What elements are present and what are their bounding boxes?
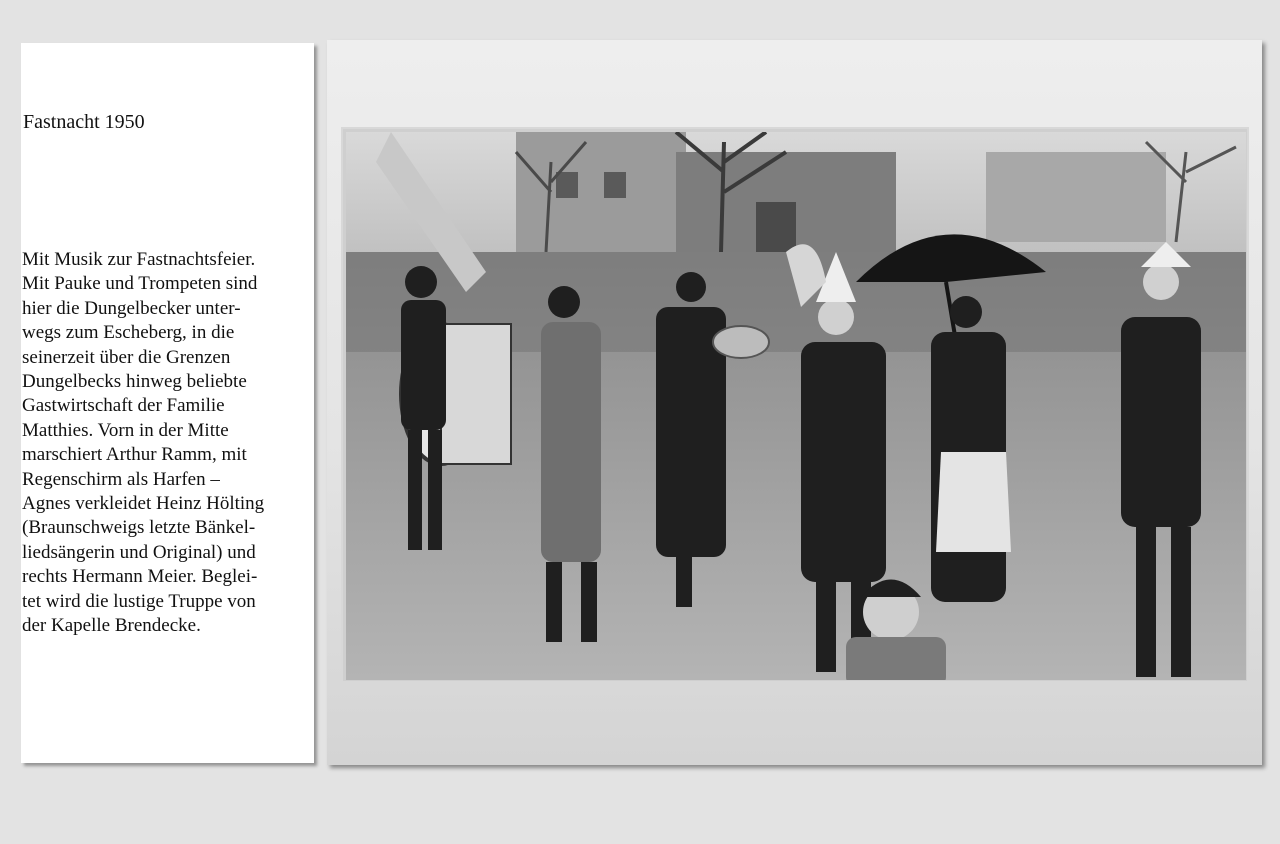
caption-line: Mit Musik zur Fastnachtsfeier. bbox=[22, 249, 256, 270]
caption-line: Agnes verkleidet Heinz Hölting bbox=[22, 493, 265, 515]
caption-line: der Kapelle Brendecke. bbox=[22, 615, 201, 637]
caption-line: Dungelbecks hinweg beliebte bbox=[22, 371, 247, 393]
parade-photo bbox=[346, 132, 1246, 680]
caption-line: wegs zum Escheberg, in die bbox=[22, 322, 235, 344]
caption-line: liedsängerin und Original) und bbox=[22, 541, 256, 563]
caption-line: rechts Hermann Meier. Beglei- bbox=[22, 566, 258, 588]
page-title: Fastnacht 1950 bbox=[23, 111, 145, 133]
photo-panel bbox=[327, 40, 1262, 765]
caption-panel bbox=[21, 43, 314, 763]
caption-line: Mit Pauke und Trompeten sind bbox=[22, 273, 258, 295]
caption-line: seinerzeit über die Grenzen bbox=[22, 346, 231, 368]
caption-line: marschiert Arthur Ramm, mit bbox=[22, 444, 247, 466]
caption-line: hier die Dungelbecker unter- bbox=[22, 297, 241, 319]
caption-line: (Braunschweigs letzte Bänkel- bbox=[22, 517, 256, 539]
caption-line: Matthies. Vorn in der Mitte bbox=[22, 419, 229, 441]
caption-text bbox=[22, 248, 314, 639]
caption-line: tet wird die lustige Truppe von bbox=[22, 590, 256, 612]
caption-line: Gastwirtschaft der Familie bbox=[22, 395, 225, 417]
photo-frame bbox=[341, 127, 1249, 683]
caption-line: Regenschirm als Harfen – bbox=[22, 468, 220, 490]
